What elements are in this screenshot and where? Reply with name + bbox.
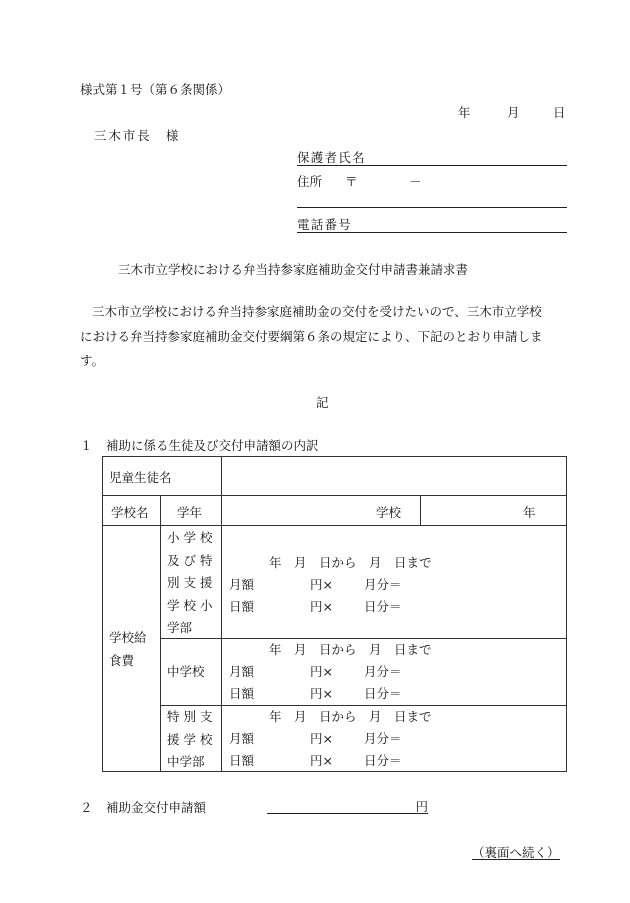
school-name-label: 学校名: [111, 505, 149, 520]
ki-heading: 記: [316, 395, 329, 410]
body-line-1: 三木市立学校における弁当持参家庭補助金の交付を受けたいので、三木市立学校: [92, 304, 542, 319]
guardian-name-field[interactable]: [297, 148, 567, 166]
junior-high-daily-label: 日額: [229, 686, 255, 701]
elementary-monthly-label: 月額: [229, 577, 255, 592]
phone-label: 電話番号: [297, 217, 353, 232]
address-row[interactable]: [297, 172, 422, 190]
grade-suffix: 年: [523, 505, 536, 520]
date-year-label: 年: [458, 105, 471, 120]
section-2-label: 補助金交付申請額: [106, 800, 207, 815]
date-month-label: 月: [507, 105, 520, 120]
date-day-label: 日: [553, 105, 566, 120]
breakdown-table: [102, 456, 567, 772]
postal-mark: 〒: [345, 174, 358, 189]
special-junior-monthly-yen: 円×: [310, 731, 333, 746]
section-1-number: １: [80, 438, 93, 453]
elementary-monthly-unit: 月分＝: [364, 577, 402, 592]
student-name-input[interactable]: [223, 459, 563, 493]
special-junior-monthly-unit: 月分＝: [364, 731, 402, 746]
document-title: 三木市立学校における弁当持参家庭補助金交付申請書兼請求書: [118, 262, 469, 277]
section-2-number: ２: [80, 800, 93, 815]
junior-high-period: 年 月 日から 月 日まで: [269, 642, 432, 657]
junior-high-monthly-unit: 月分＝: [364, 664, 402, 679]
elementary-group-label: 小 学 校 及 び 特 別 支 援 学 校 小 学部: [167, 530, 213, 635]
address-line[interactable]: [297, 192, 567, 208]
special-junior-daily-yen: 円×: [310, 753, 333, 768]
phone-field[interactable]: [297, 215, 567, 233]
body-line-3: す。: [80, 353, 105, 368]
lunch-fee-label: 学校給 食費: [109, 630, 147, 668]
continued-note: （裏面へ続く）: [472, 845, 560, 860]
elementary-daily-yen: 円×: [310, 599, 333, 614]
address-label: 住所: [297, 174, 323, 189]
postal-dash: －: [409, 174, 422, 189]
special-junior-period: 年 月 日から 月 日まで: [269, 709, 432, 724]
special-support-junior-label: 特 別 支 援 学 校 中学部: [167, 709, 213, 769]
amount-field[interactable]: [267, 796, 428, 814]
guardian-name-label: 保護者氏名: [297, 150, 366, 165]
elementary-monthly-yen: 円×: [310, 577, 333, 592]
junior-high-monthly-yen: 円×: [310, 664, 333, 679]
school-suffix: 学校: [376, 505, 402, 520]
junior-high-daily-unit: 日分＝: [364, 686, 402, 701]
form-number: 様式第１号（第６条関係）: [80, 82, 231, 97]
elementary-daily-unit: 日分＝: [364, 599, 402, 614]
special-junior-daily-unit: 日分＝: [364, 753, 402, 768]
addressee: 三木市長 様: [94, 128, 181, 143]
elementary-daily-label: 日額: [229, 599, 255, 614]
body-line-2: における弁当持参家庭補助金交付要綱第６条の規定により、下記のとおり申請しま: [80, 329, 543, 344]
junior-high-monthly-label: 月額: [229, 664, 255, 679]
junior-high-daily-yen: 円×: [310, 686, 333, 701]
special-junior-daily-label: 日額: [229, 753, 255, 768]
amount-yen-unit: 円: [415, 799, 428, 814]
grade-label: 学年: [177, 505, 203, 520]
special-junior-monthly-label: 月額: [229, 731, 255, 746]
student-name-label: 児童生徒名: [109, 470, 172, 485]
section-1-label: 補助に係る生徒及び交付申請額の内訳: [106, 438, 319, 453]
elementary-period: 年 月 日から 月 日まで: [269, 555, 432, 570]
junior-high-label: 中学校: [167, 664, 205, 679]
